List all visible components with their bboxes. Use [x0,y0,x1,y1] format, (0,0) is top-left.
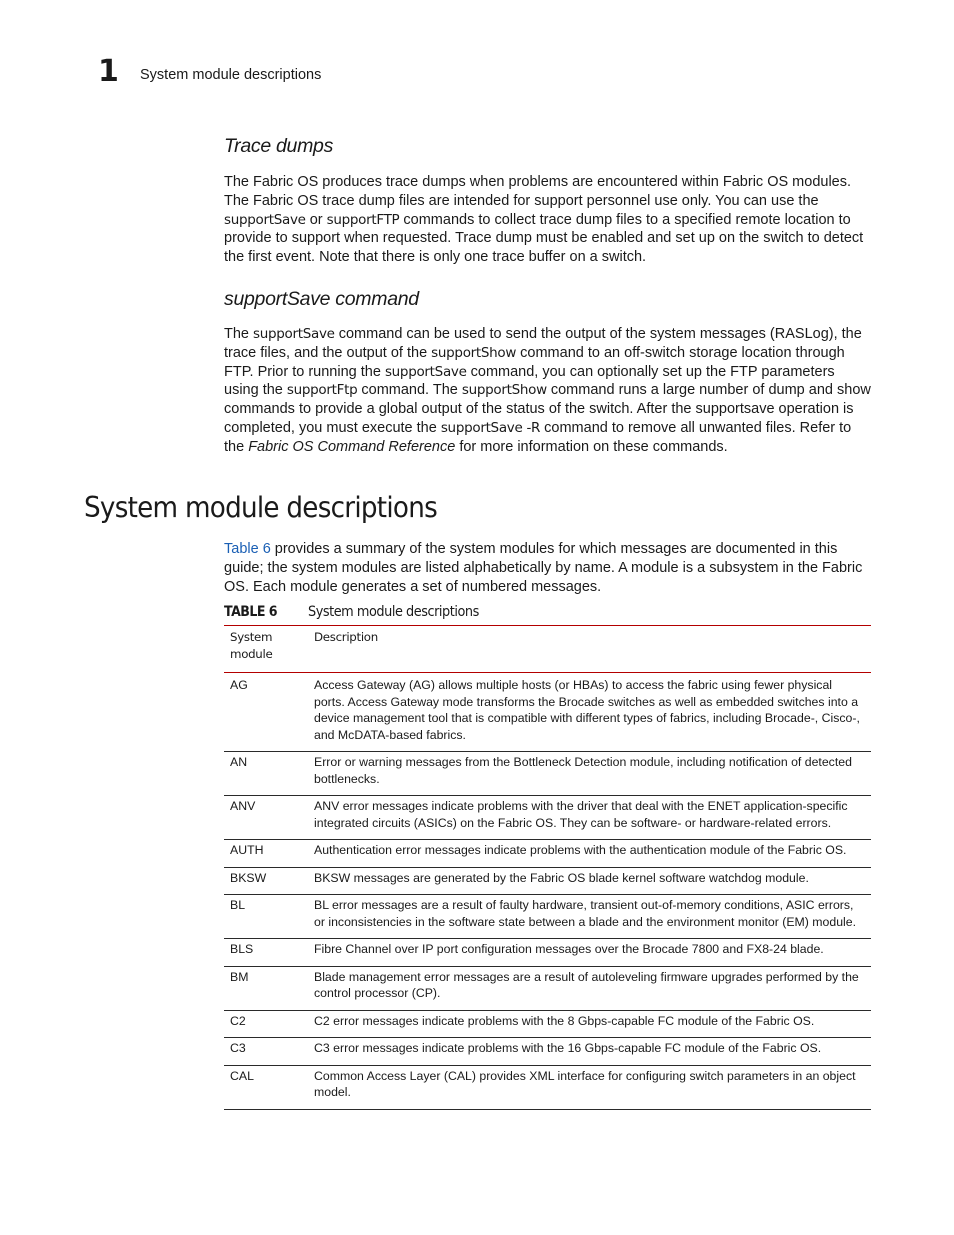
table-title: System module descriptions [308,604,479,620]
module-cell: C3 [224,1038,308,1066]
description-cell: BL error messages are a result of faulty hardware, transient out-of-memory conditions, ASIC errors, or inconsistencies in the software state between a blade and the environment monitor (EM) module. [308,895,871,939]
command: supportSave [253,326,335,342]
reference-title: Fabric OS Command Reference [248,438,456,455]
module-cell: CAL [224,1065,308,1109]
command: supportShow [431,344,517,361]
table-row [224,796,871,840]
column-header-description: Description [308,626,871,673]
section-intro: Table 6 provides a summary of the system modules for which messages are documented in this guide; the system modules are listed alphabetically by name. A module is a subsystem in the Fabric OS. Each module generates a set of numbered messages. [224,541,863,595]
table-6-link[interactable]: Table 6 [224,541,271,557]
table-header-row [224,626,871,673]
system-module-table [224,625,871,1110]
command: supportShow [461,382,547,399]
table-row [224,840,871,868]
table-row [224,966,871,1010]
table-row [224,752,871,796]
description-cell: Common Access Layer (CAL) provides XML interface for configuring switch parameters in an object model. [308,1065,871,1109]
table-row [224,939,871,967]
module-cell: BKSW [224,867,308,895]
description-cell: Error or warning messages from the Bottleneck Detection module, including notification of detected bottlenecks. [308,752,871,796]
description-cell: Blade management error messages are a result of autoleveling firmware upgrades performed by the control processor (CP). [308,966,871,1010]
table-row [224,1010,871,1038]
command: supportSave -R [440,419,541,436]
module-cell: ANV [224,796,308,840]
description-cell: Access Gateway (AG) allows multiple hosts (or HBAs) to access the fabric using fewer physical ports. Access Gateway mode transforms the Brocade switches as well as embedded switches into a device management tool that is compatible with different types of fabrics, including Brocade-, Cisco-, and McDATA-based fabrics. [308,673,871,752]
module-cell: AG [224,673,308,752]
command-supportftp: supportFTP [326,211,400,228]
column-header-module: System module [224,626,308,673]
table-row [224,867,871,895]
table-row [224,1065,871,1109]
section-heading: System module descriptions [84,491,438,524]
description-cell: Authentication error messages indicate problems with the authentication module of the Fabric OS. [308,840,871,868]
command: supportFtp [286,382,358,399]
supportsave-heading: supportSave command [224,288,419,310]
module-cell: BLS [224,939,308,967]
command: supportSave [384,363,467,380]
table-caption [224,603,872,621]
module-cell: AUTH [224,840,308,868]
description-cell: C3 error messages indicate problems with the 16 Gbps-capable FC module of the Fabric OS. [308,1038,871,1066]
description-cell: C2 error messages indicate problems with the 8 Gbps-capable FC module of the Fabric OS. [308,1010,871,1038]
module-cell: BM [224,966,308,1010]
module-cell: AN [224,752,308,796]
supportsave-paragraph: The supportSave command can be used to send the output of the system messages (RASLog), the trace files, and the output of the supportShow command to an off-switch storage location through FTP. Prior to running the supportSave command, you can optionally set up the FTP parameters using the supportFtp command. The supportShow command runs a large number of dump and show commands to provide a global output of the status of the switch. After the supportsave operation is completed, you must execute the supportSave -R command to remove all unwanted files. Refer to the Fabric OS Command Reference for more information on these commands. [224,326,871,455]
table-label: TABLE 6 [224,604,277,620]
description-cell: ANV error messages indicate problems with the driver that deal with the ENET application-specific integrated circuits (ASICs) on the Fabric OS. They can be software- or hardware-related errors. [308,796,871,840]
table-row [224,895,871,939]
chapter-number: 1 [98,54,119,89]
description-cell: Fibre Channel over IP port configuration messages over the Brocade 7800 and FX8-24 blade. [308,939,871,967]
running-header: System module descriptions [140,67,322,83]
trace-dumps-heading: Trace dumps [224,135,334,157]
module-cell: BL [224,895,308,939]
trace-dumps-paragraph: The Fabric OS produces trace dumps when problems are encountered within Fabric OS modules. The Fabric OS trace dump files are intended for support personnel use only. You can use the supportSave or supportFTP commands to collect trace dump files to a specified remote location to provide to support when requested. Trace dump must be enabled and set up on the switch to detect the first event. Note that there is only one trace buffer on a switch. [224,174,864,266]
table-row [224,1038,871,1066]
module-cell: C2 [224,1010,308,1038]
table-row [224,673,871,752]
command-supportsave: supportSave [224,211,306,228]
description-cell: BKSW messages are generated by the Fabric OS blade kernel software watchdog module. [308,867,871,895]
